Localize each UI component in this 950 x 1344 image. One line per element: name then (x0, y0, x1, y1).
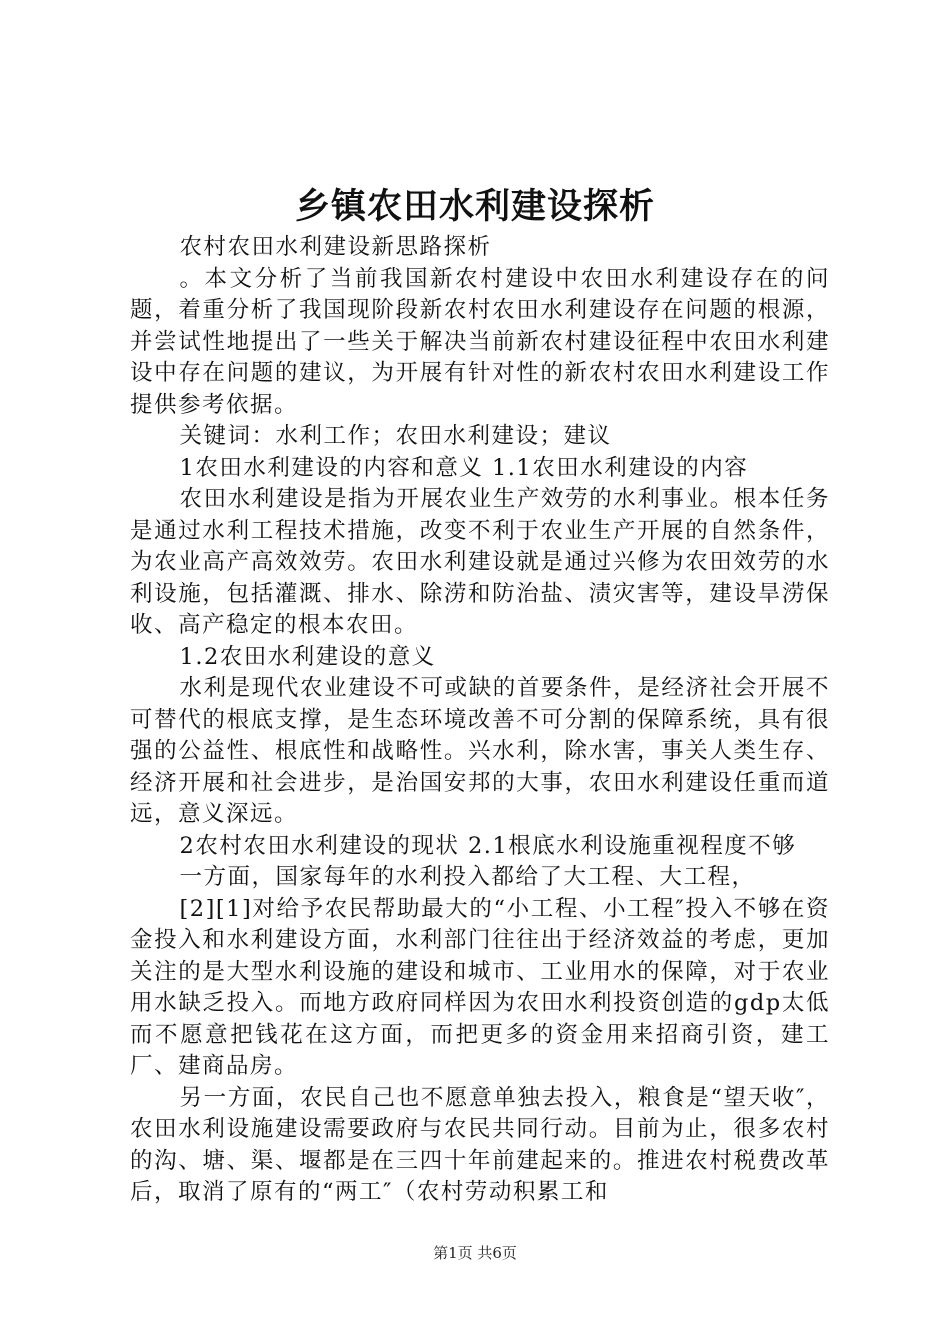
paragraph-small-projects: [2][1]对给予农民帮助最大的“小工程、小工程″投入不够在资金投入和水利建设方面，水利部门往往出于经济效益的考虑，更加关注的是大型水利设施的建设和城市、工业用水的保障，对于农业用水缺乏投入。而地方政府同样因为农田水利投资创造的gdp太低而不愿意把钱花在这方面，而把更多的资金用来招商引资，建工厂、建商品房。 (130, 895, 830, 1079)
paragraph-farmers-investment: 另一方面，农民自己也不愿意单独去投入，粮食是“望天收″，农田水利设施建设需要政府与农民共同行动。目前为止，很多农村的沟、塘、渠、堰都是在三四十年前建起来的。推进农村税费改革后，取消了原有的“两工″（农村劳动积累工和 (130, 1084, 830, 1205)
paragraph-abstract: 。本文分析了当前我国新农村建设中农田水利建设存在的问题，着重分析了我国现阶段新农村农田水利建设存在问题的根源，并尝试性地提出了一些关于解决当前新农村建设征程中农田水利建设中存在问题的建议，为开展有针对性的新农村农田水利建设工作提供参考依据。 (130, 265, 830, 418)
paragraph-significance: 水利是现代农业建设不可或缺的首要条件，是经济社会开展不可替代的根底支撑，是生态环境改善不可分割的保障系统，具有很强的公益性、根底性和战略性。兴水利，除水害，事关人类生存、经济开展和社会进步，是治国安邦的大事，农田水利建设任重而道远，意义深远。 (130, 675, 830, 827)
paragraph-subtitle: 农村农田水利建设新思路探析 (179, 234, 492, 260)
section-heading-1: 1农田水利建设的内容和意义 1.1农田水利建设的内容 (179, 454, 749, 481)
section-heading-1-2: 1.2农田水利建设的意义 (179, 643, 436, 670)
document-body (130, 232, 830, 1209)
document-title: 乡镇农田水利建设探析 (294, 187, 655, 227)
section-heading-2: 2农村农田水利建设的现状 2.1根底水利设施重视程度不够 (179, 832, 797, 859)
paragraph-keywords: 关键词：水利工作；农田水利建设；建议 (179, 423, 612, 449)
paragraph-national-investment: 一方面，国家每年的水利投入都给了大工程、大工程， (179, 864, 756, 890)
page-footer: 第1页 共6页 (433, 1244, 517, 1262)
paragraph-content-definition: 农田水利建设是指为开展农业生产效劳的水利事业。根本任务是通过水利工程技术措施，改变不利于农业生产开展的自然条件，为农业高产高效效劳。农田水利建设就是通过兴修为农田效劳的水利设施，包括灌溉、排水、除涝和防治盐、渍灾害等，建设旱涝保收、高产稳定的根本农田。 (130, 486, 830, 638)
